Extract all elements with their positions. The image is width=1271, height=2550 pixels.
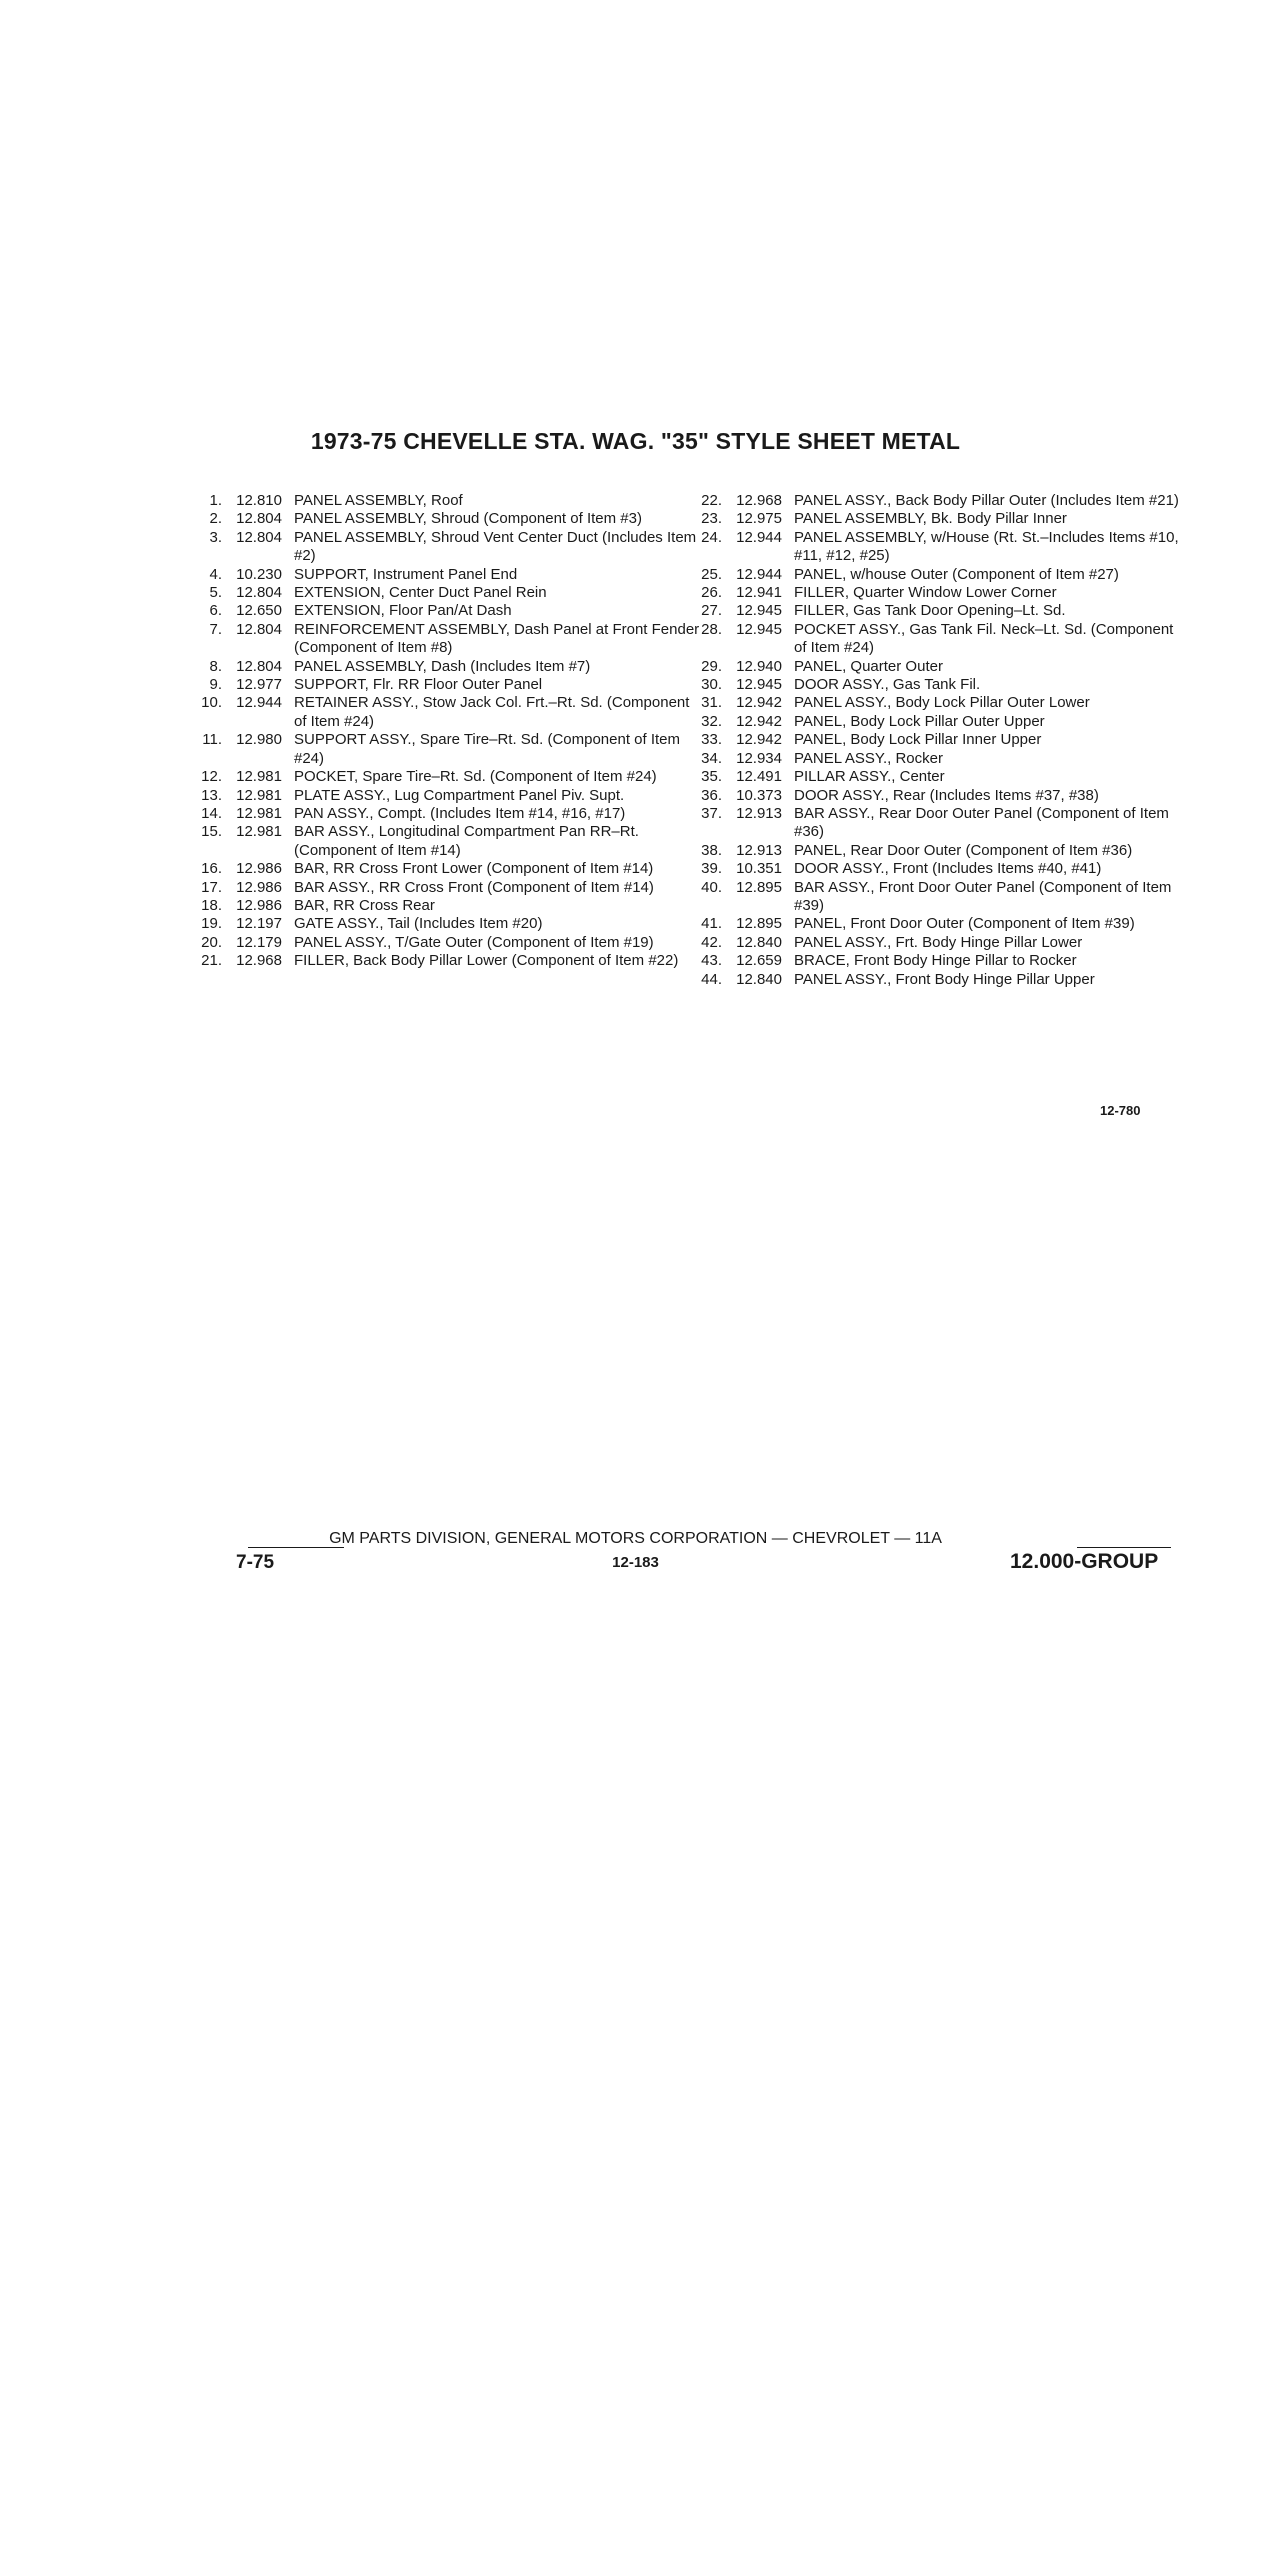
list-item [190, 731, 702, 768]
item-group-code: 12.804 [236, 510, 282, 528]
item-group-code: 12.944 [736, 528, 782, 546]
item-description: PANEL ASSEMBLY, Roof [294, 492, 463, 509]
list-item [690, 602, 1190, 620]
list-item [190, 768, 702, 786]
list-item [690, 694, 1190, 712]
item-description: PANEL ASSEMBLY, Shroud (Component of Item #3) [294, 510, 642, 528]
list-item [690, 713, 1190, 731]
list-item [690, 658, 1190, 676]
item-group-code: 12.944 [236, 694, 282, 712]
item-group-code: 12.179 [236, 933, 282, 951]
item-group-code: 12.197 [236, 915, 282, 933]
item-number: 41. [701, 915, 722, 933]
item-description: PANEL, Front Door Outer (Component of Item #39) [794, 915, 1135, 933]
item-description: PANEL ASSY., Rocker [794, 749, 943, 767]
item-description: PANEL, Body Lock Pillar Inner Upper [794, 731, 1042, 749]
item-description: SUPPORT, Flr. RR Floor Outer Panel [294, 676, 543, 694]
item-description: PANEL ASSY., T/Gate Outer (Component of Item #19) [294, 933, 654, 951]
list-item [190, 602, 702, 620]
list-item [190, 510, 702, 528]
item-group-code: 12.986 [236, 896, 282, 914]
list-item [190, 897, 702, 915]
item-number: 19. [201, 915, 222, 933]
item-number: 4. [209, 565, 222, 583]
item-description: DOOR ASSY., Gas Tank Fil. [794, 676, 981, 694]
item-group-code: 12.810 [236, 492, 282, 509]
list-item [190, 915, 702, 933]
list-item [690, 860, 1190, 878]
item-number: 27. [701, 602, 722, 620]
item-group-code: 12.491 [736, 768, 782, 786]
item-number: 8. [209, 657, 222, 675]
list-item [690, 566, 1190, 584]
item-number: 15. [201, 823, 222, 841]
item-group-code: 12.895 [736, 915, 782, 933]
item-description: SUPPORT, Instrument Panel End [294, 565, 518, 583]
list-item [190, 658, 702, 676]
list-item [690, 750, 1190, 768]
item-number: 44. [701, 970, 722, 988]
item-description: PANEL, w/house Outer (Component of Item #27) [794, 565, 1119, 583]
item-group-code: 12.840 [736, 970, 782, 988]
footer-page-number: 12-183 [612, 1554, 659, 1571]
item-number: 7. [209, 620, 222, 638]
item-number: 16. [201, 860, 222, 878]
item-description: REINFORCEMENT ASSEMBLY, Dash Panel at Front Fender (Component of Item #8) [294, 620, 700, 657]
item-group-code: 12.945 [736, 676, 782, 694]
list-item [690, 915, 1190, 933]
list-item [190, 934, 702, 952]
item-number: 2. [209, 510, 222, 528]
item-number: 43. [701, 952, 722, 970]
item-description: EXTENSION, Center Duct Panel Rein [294, 584, 547, 602]
list-item [690, 768, 1190, 786]
list-item [190, 860, 702, 878]
item-number: 37. [701, 804, 722, 822]
item-group-code: 12.913 [736, 841, 782, 859]
item-number: 25. [701, 565, 722, 583]
item-group-code: 12.940 [736, 657, 782, 675]
item-group-code: 12.650 [236, 602, 282, 620]
item-description: PANEL ASSEMBLY, Dash (Includes Item #7) [294, 657, 591, 675]
list-item [190, 621, 702, 658]
list-item [690, 934, 1190, 952]
item-group-code: 12.980 [236, 731, 282, 749]
item-description: PANEL ASSEMBLY, w/House (Rt. St.–Includes Items #10, #11, #12, #25) [794, 528, 1179, 565]
item-description: PANEL ASSY., Back Body Pillar Outer (Includes Item #21) [794, 492, 1179, 509]
item-description: DOOR ASSY., Rear (Includes Items #37, #38) [794, 786, 1099, 804]
item-group-code: 12.945 [736, 602, 782, 620]
item-number: 40. [701, 878, 722, 896]
list-item [690, 584, 1190, 602]
item-description: BAR, RR Cross Rear [294, 896, 435, 914]
list-item [190, 694, 702, 731]
item-group-code: 12.975 [736, 510, 782, 528]
item-group-code: 12.804 [236, 528, 282, 546]
item-description: FILLER, Gas Tank Door Opening–Lt. Sd. [794, 602, 1066, 620]
item-number: 11. [202, 731, 222, 749]
illustration-ref-code: 12-780 [1100, 1103, 1141, 1118]
item-description: GATE ASSY., Tail (Includes Item #20) [294, 915, 543, 933]
item-number: 6. [209, 602, 222, 620]
item-number: 39. [701, 860, 722, 878]
item-description: EXTENSION, Floor Pan/At Dash [294, 602, 512, 620]
item-number: 14. [201, 804, 222, 822]
item-description: SUPPORT ASSY., Spare Tire–Rt. Sd. (Component of Item #24) [294, 731, 681, 767]
item-group-code: 12.981 [236, 786, 282, 804]
item-number: 38. [701, 841, 722, 859]
item-description: PANEL ASSEMBLY, Bk. Body Pillar Inner [794, 510, 1067, 528]
footer-date: 7-75 [236, 1552, 275, 1573]
page-title: 1973-75 CHEVELLE STA. WAG. "35" STYLE SHEET METAL [310, 428, 961, 454]
item-description: FILLER, Back Body Pillar Lower (Component of Item #22) [294, 952, 679, 970]
list-item [190, 676, 702, 694]
list-item [190, 952, 702, 970]
list-item [190, 823, 702, 860]
list-item [690, 510, 1190, 528]
item-group-code: 12.942 [736, 731, 782, 749]
parts-list-left [190, 492, 702, 971]
item-number: 20. [201, 933, 222, 951]
footer-publisher: GM PARTS DIVISION, GENERAL MOTORS CORPORATION — CHEVROLET — 11A [329, 1530, 942, 1547]
item-number: 24. [701, 528, 722, 546]
list-item [690, 879, 1190, 916]
item-group-code: 12.804 [236, 584, 282, 602]
item-group-code: 12.804 [236, 657, 282, 675]
list-item [190, 566, 702, 584]
list-item [190, 584, 702, 602]
item-description: PAN ASSY., Compt. (Includes Item #14, #16, #17) [294, 804, 626, 822]
item-description: PANEL ASSEMBLY, Shroud Vent Center Duct (Includes Item #2) [294, 528, 697, 565]
item-description: BAR ASSY., Front Door Outer Panel (Component of Item #39) [794, 878, 1172, 914]
item-description: POCKET ASSY., Gas Tank Fil. Neck–Lt. Sd. (Component of Item #24) [794, 620, 1174, 657]
list-item [190, 492, 702, 510]
item-number: 21. [201, 952, 222, 970]
list-item [690, 971, 1190, 989]
list-item [690, 805, 1190, 842]
list-item [190, 879, 702, 897]
item-description: BAR ASSY., Rear Door Outer Panel (Component of Item #36) [794, 804, 1169, 841]
item-description: BAR ASSY., Longitudinal Compartment Pan RR–Rt. (Component of Item #14) [294, 823, 639, 859]
list-item [690, 952, 1190, 970]
item-description: POCKET, Spare Tire–Rt. Sd. (Component of Item #24) [294, 768, 657, 786]
item-number: 17. [201, 878, 222, 896]
item-description: PANEL ASSY., Frt. Body Hinge Pillar Lower [794, 933, 1083, 951]
item-number: 28. [701, 620, 722, 638]
item-group-code: 10.351 [736, 860, 782, 878]
item-number: 35. [701, 768, 722, 786]
item-description: PANEL, Quarter Outer [794, 657, 943, 675]
item-group-code: 12.659 [736, 952, 782, 970]
item-group-code: 12.941 [736, 584, 782, 602]
item-number: 36. [701, 786, 722, 804]
item-group-code: 12.977 [236, 676, 282, 694]
list-item [690, 842, 1190, 860]
item-number: 9. [209, 676, 222, 694]
item-description: PANEL, Body Lock Pillar Outer Upper [794, 712, 1045, 730]
item-number: 26. [701, 584, 722, 602]
item-group-code: 12.981 [236, 804, 282, 822]
item-description: PILLAR ASSY., Center [794, 768, 945, 786]
list-item [190, 787, 702, 805]
footer-group: 12.000-GROUP [1010, 1550, 1159, 1573]
item-number: 31. [701, 694, 722, 712]
item-number: 30. [701, 676, 722, 694]
item-number: 34. [701, 749, 722, 767]
list-item [690, 621, 1190, 658]
item-number: 18. [201, 896, 222, 914]
item-number: 5. [209, 584, 222, 602]
item-description: FILLER, Quarter Window Lower Corner [794, 584, 1057, 602]
item-description: DOOR ASSY., Front (Includes Items #40, #41) [794, 860, 1102, 878]
item-description: RETAINER ASSY., Stow Jack Col. Frt.–Rt. Sd. (Component of Item #24) [294, 694, 690, 730]
item-description: PANEL ASSY., Front Body Hinge Pillar Upper [794, 970, 1095, 988]
item-description: PLATE ASSY., Lug Compartment Panel Piv. Supt. [294, 786, 625, 804]
item-group-code: 12.934 [736, 749, 782, 767]
item-group-code: 12.942 [736, 694, 782, 712]
item-description: BAR, RR Cross Front Lower (Component of Item #14) [294, 860, 654, 878]
item-number: 29. [701, 657, 722, 675]
list-item [190, 805, 702, 823]
item-number: 13. [201, 786, 222, 804]
item-number: 1. [209, 492, 222, 509]
item-group-code: 12.895 [736, 878, 782, 896]
item-number: 33. [701, 731, 722, 749]
item-description: BAR ASSY., RR Cross Front (Component of Item #14) [294, 878, 654, 896]
item-description: BRACE, Front Body Hinge Pillar to Rocker [794, 952, 1077, 970]
item-number: 3. [209, 528, 222, 546]
item-number: 42. [701, 933, 722, 951]
item-description: PANEL, Rear Door Outer (Component of Item #36) [794, 841, 1133, 859]
item-group-code: 12.986 [236, 860, 282, 878]
list-item [690, 787, 1190, 805]
item-description: PANEL ASSY., Body Lock Pillar Outer Lower [794, 694, 1090, 712]
list-item [690, 492, 1190, 510]
item-group-code: 10.230 [236, 565, 282, 583]
item-group-code: 12.968 [736, 492, 782, 509]
item-group-code: 12.981 [236, 768, 282, 786]
list-item [690, 731, 1190, 749]
item-number: 23. [701, 510, 722, 528]
item-group-code: 12.942 [736, 712, 782, 730]
list-item [690, 676, 1190, 694]
item-group-code: 12.945 [736, 620, 782, 638]
item-group-code: 12.986 [236, 878, 282, 896]
item-group-code: 12.840 [736, 933, 782, 951]
item-number: 22. [701, 492, 722, 509]
item-number: 12. [201, 768, 222, 786]
item-group-code: 12.968 [236, 952, 282, 970]
parts-list-right [690, 492, 1190, 989]
list-item [690, 529, 1190, 566]
item-group-code: 12.913 [736, 804, 782, 822]
item-group-code: 10.373 [736, 786, 782, 804]
item-number: 32. [701, 712, 722, 730]
item-group-code: 12.981 [236, 823, 282, 841]
item-group-code: 12.944 [736, 565, 782, 583]
list-item [190, 529, 702, 566]
item-group-code: 12.804 [236, 620, 282, 638]
item-number: 10. [201, 694, 222, 712]
